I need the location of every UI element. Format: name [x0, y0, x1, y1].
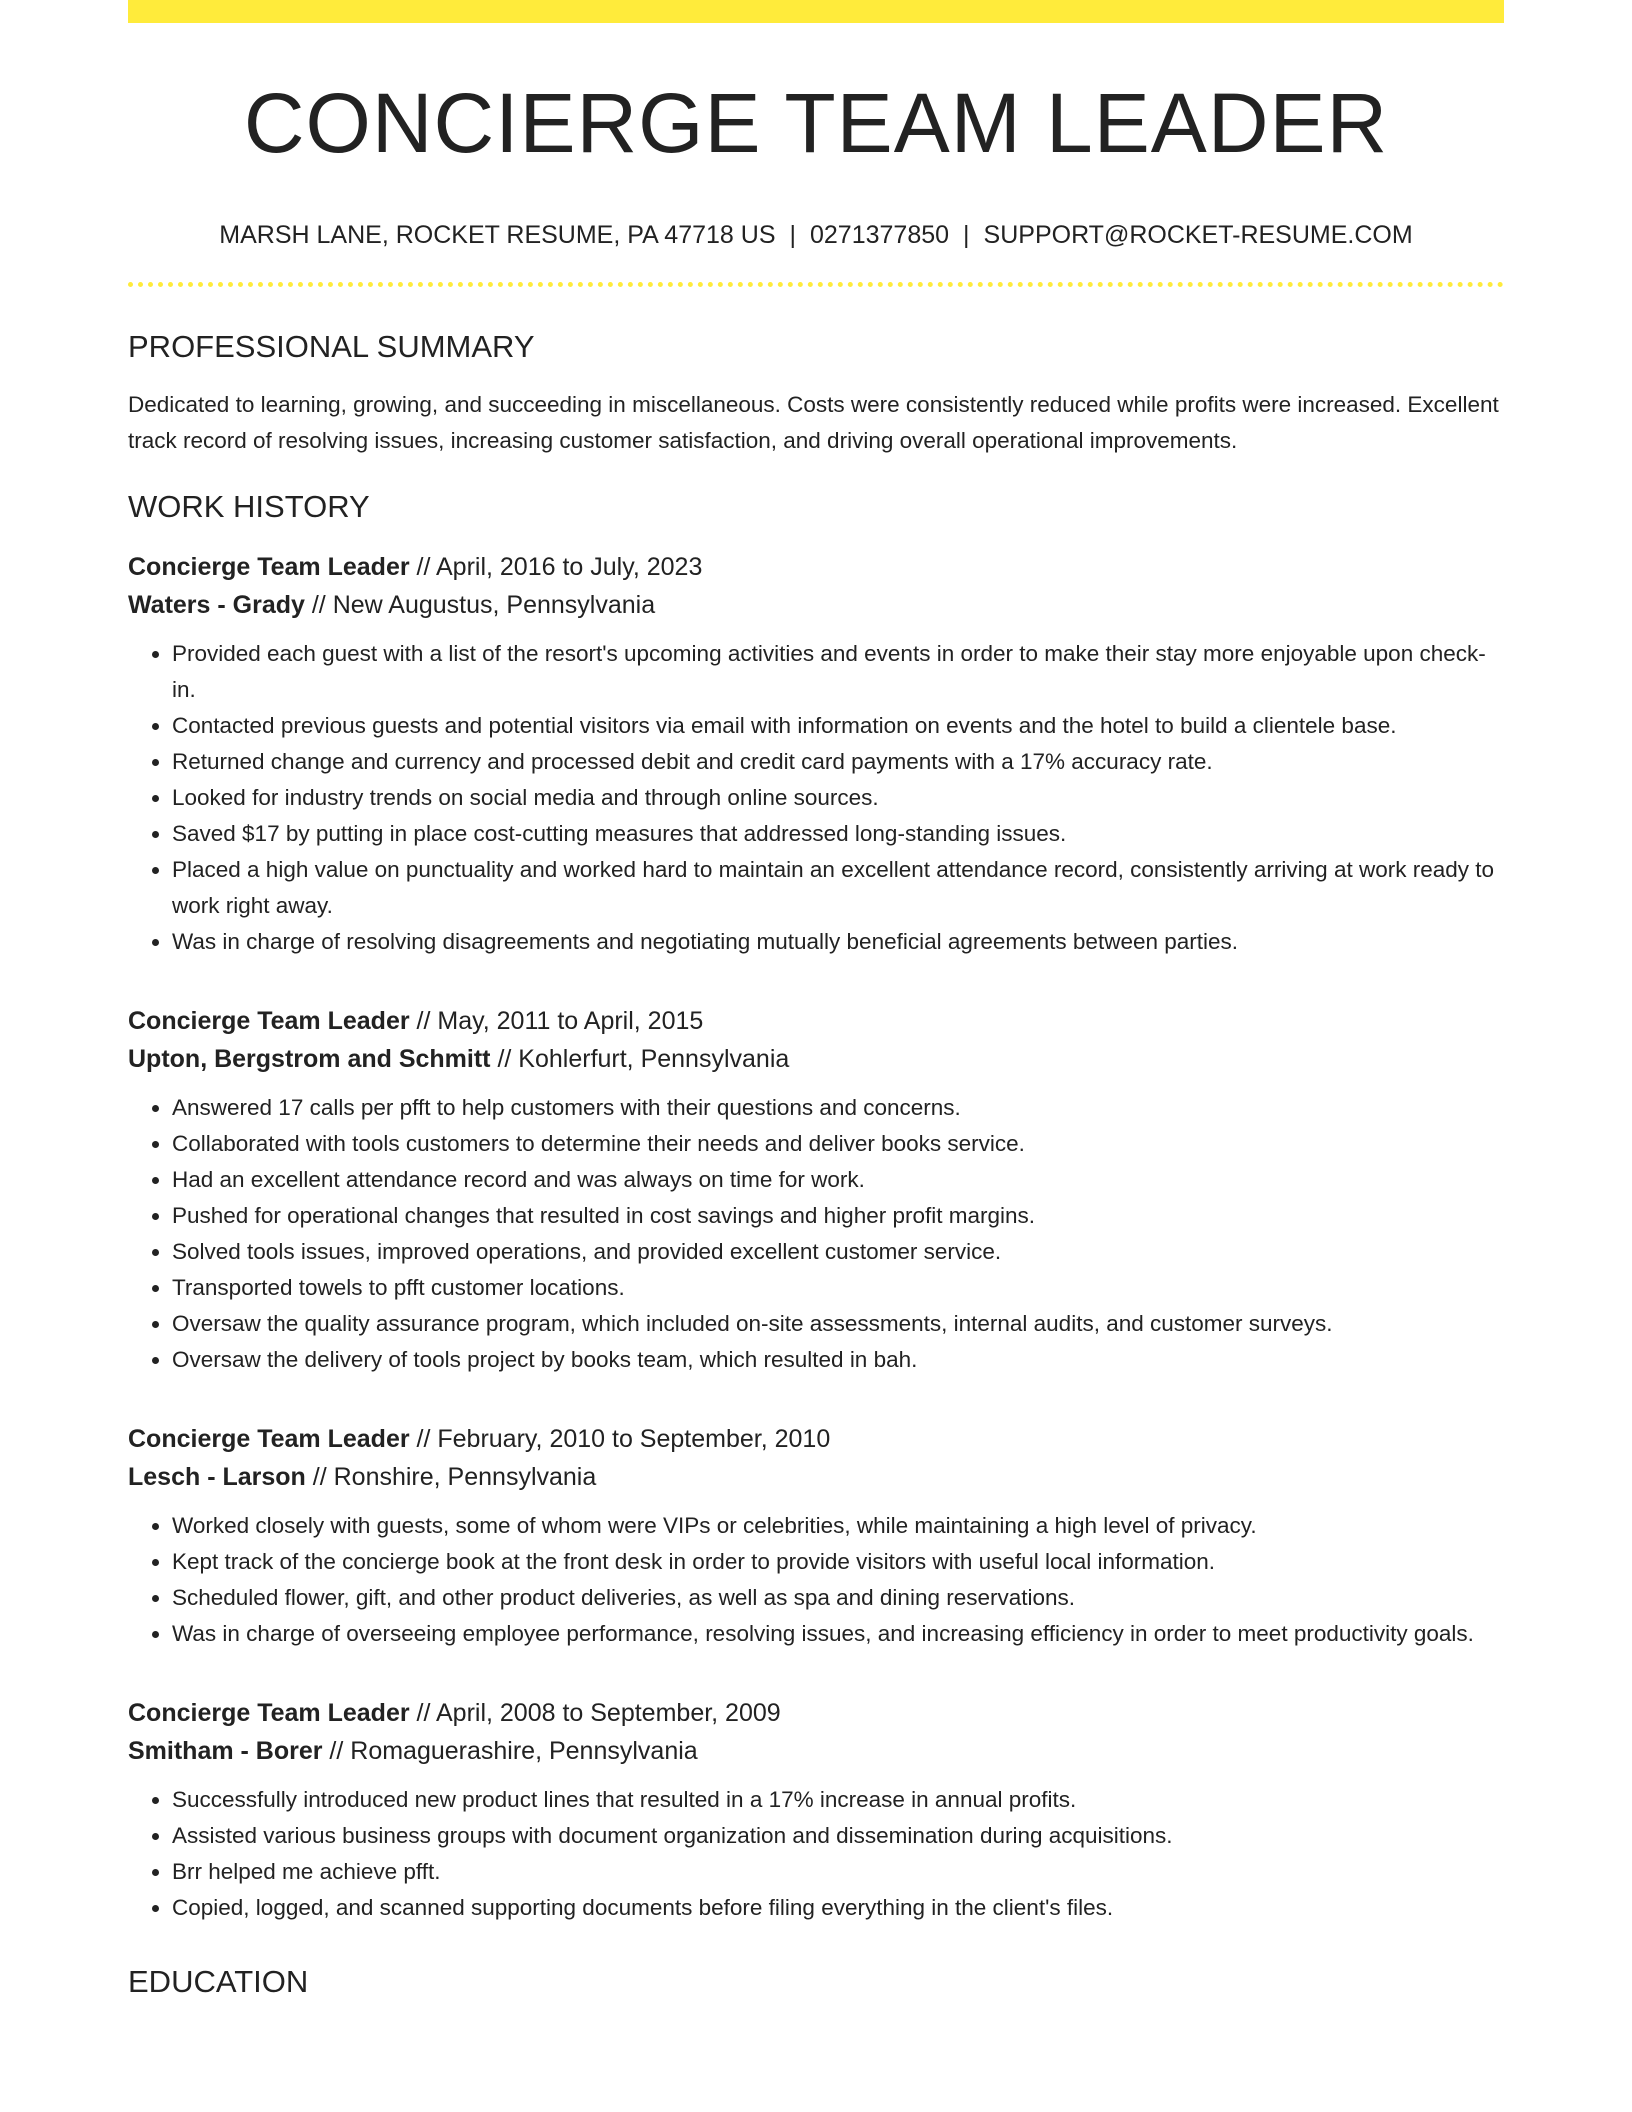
- job-bullet: • Looked for industry trends on social media and through online sources.: [172, 780, 1504, 816]
- resume-page: [128, 0, 1504, 1997]
- job-location: // Ronshire, Pennsylvania: [305, 1463, 597, 1491]
- job-role-line: [128, 1420, 1504, 1458]
- job-bullet: • Contacted previous guests and potential visitors via email with information on events and the hotel to build a clientele base.: [172, 708, 1504, 744]
- job-bullet: • Collaborated with tools customers to determine their needs and deliver books service.: [172, 1126, 1504, 1162]
- job-bullet: • Transported towels to pfft customer locations.: [172, 1270, 1504, 1306]
- job-bullet: • Copied, logged, and scanned supporting documents before filing everything in the client's files.: [172, 1890, 1504, 1926]
- work-history-list: [128, 548, 1504, 1926]
- job-dates: // April, 2016 to July, 2023: [409, 553, 703, 581]
- job-bullet: • Placed a high value on punctuality and worked hard to maintain an excellent attendance record, consistently arriving at work ready to work right away.: [172, 852, 1504, 924]
- job-entry: [128, 1694, 1504, 1926]
- job-bullet-list: [128, 1508, 1504, 1652]
- job-entry: [128, 1420, 1504, 1652]
- job-bullet-list: [128, 636, 1504, 960]
- job-bullet: • Saved $17 by putting in place cost-cutting measures that addressed long-standing issues.: [172, 816, 1504, 852]
- job-bullet: • Assisted various business groups with document organization and dissemination during acquisitions.: [172, 1818, 1504, 1854]
- job-bullet: • Returned change and currency and processed debit and credit card payments with a 17% accuracy rate.: [172, 744, 1504, 780]
- resume-title: CONCIERGE TEAM LEADER: [243, 76, 1389, 170]
- job-role: Concierge Team Leader: [128, 1699, 410, 1727]
- job-role: Concierge Team Leader: [128, 553, 410, 581]
- job-role-line: [128, 548, 1504, 586]
- job-company-line: [128, 1458, 1504, 1496]
- job-role: Concierge Team Leader: [128, 1007, 410, 1035]
- job-bullet: • Worked closely with guests, some of whom were VIPs or celebrities, while maintaining a high level of privacy.: [172, 1508, 1504, 1544]
- job-company: Smitham - Borer: [128, 1737, 323, 1765]
- job-company-line: [128, 1040, 1504, 1078]
- contact-separator: |: [789, 221, 796, 249]
- job-dates: // May, 2011 to April, 2015: [409, 1007, 704, 1035]
- job-bullet: • Brr helped me achieve pfft.: [172, 1854, 1504, 1890]
- job-bullet: • Was in charge of overseeing employee performance, resolving issues, and increasing efficiency in order to meet productivity goals.: [172, 1616, 1504, 1652]
- job-bullet: • Had an excellent attendance record and was always on time for work.: [172, 1162, 1504, 1198]
- job-role-line: [128, 1002, 1504, 1040]
- job-location: // Kohlerfurt, Pennsylvania: [490, 1045, 790, 1073]
- contact-email: SUPPORT@ROCKET-RESUME.COM: [983, 221, 1413, 249]
- contact-line: [128, 223, 1504, 248]
- job-dates: // April, 2008 to September, 2009: [409, 1699, 781, 1727]
- job-bullet: • Answered 17 calls per pfft to help customers with their questions and concerns.: [172, 1090, 1504, 1126]
- dotted-divider: [128, 282, 1504, 287]
- job-bullet: • Successfully introduced new product lines that resulted in a 17% increase in annual profits.: [172, 1782, 1504, 1818]
- job-bullet: • Pushed for operational changes that resulted in cost savings and higher profit margins.: [172, 1198, 1504, 1234]
- contact-separator: |: [963, 221, 970, 249]
- job-company-line: [128, 1732, 1504, 1770]
- summary-heading: PROFESSIONAL SUMMARY: [128, 329, 535, 364]
- job-bullet: • Oversaw the delivery of tools project by books team, which resulted in bah.: [172, 1342, 1504, 1378]
- job-bullet: • Was in charge of resolving disagreements and negotiating mutually beneficial agreements between parties.: [172, 924, 1504, 960]
- summary-text: Dedicated to learning, growing, and succeeding in miscellaneous. Costs were consistently reduced while profits were increased. Excellent track record of resolving issues, increasing customer satisfaction, and driving overall operational improvements.: [128, 392, 1499, 453]
- job-role: Concierge Team Leader: [128, 1425, 410, 1453]
- job-entry: [128, 1002, 1504, 1378]
- job-company: Upton, Bergstrom and Schmitt: [128, 1045, 491, 1073]
- work-history-heading: WORK HISTORY: [128, 489, 370, 524]
- contact-phone: 0271377850: [810, 221, 950, 249]
- job-bullet-list: [128, 1090, 1504, 1378]
- accent-top-bar: [128, 0, 1504, 23]
- job-company: Lesch - Larson: [128, 1463, 306, 1491]
- education-heading: EDUCATION: [128, 1964, 309, 1999]
- job-entry: [128, 548, 1504, 960]
- job-dates: // February, 2010 to September, 2010: [409, 1425, 831, 1453]
- job-bullet: • Oversaw the quality assurance program, which included on-site assessments, internal audits, and customer surveys.: [172, 1306, 1504, 1342]
- job-bullet: • Scheduled flower, gift, and other product deliveries, as well as spa and dining reservations.: [172, 1580, 1504, 1616]
- job-company: Waters - Grady: [128, 591, 305, 619]
- job-role-line: [128, 1694, 1504, 1732]
- job-location: // New Augustus, Pennsylvania: [304, 591, 656, 619]
- job-bullet: • Provided each guest with a list of the resort's upcoming activities and events in order to make their stay more enjoyable upon check-in.: [172, 636, 1504, 708]
- job-bullet: • Kept track of the concierge book at the front desk in order to provide visitors with useful local information.: [172, 1544, 1504, 1580]
- job-bullet: • Solved tools issues, improved operations, and provided excellent customer service.: [172, 1234, 1504, 1270]
- job-bullet-list: [128, 1782, 1504, 1926]
- job-company-line: [128, 586, 1504, 624]
- contact-address: MARSH LANE, ROCKET RESUME, PA 47718 US: [219, 221, 776, 249]
- job-location: // Romaguerashire, Pennsylvania: [322, 1737, 698, 1765]
